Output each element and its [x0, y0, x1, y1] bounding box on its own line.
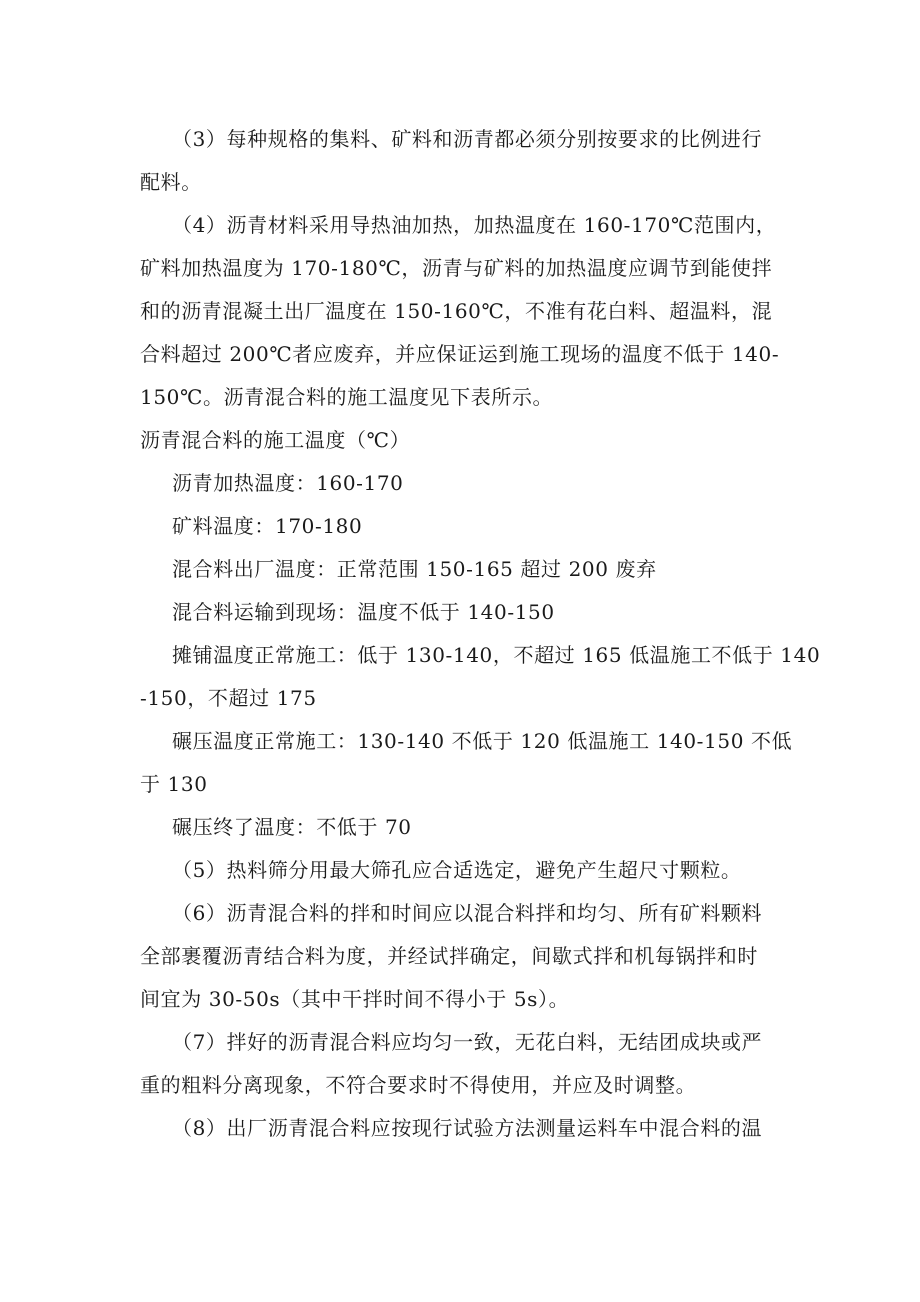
- temp-mixture-output: 混合料出厂温度：正常范围 150-165 超过 200 废弃: [172, 557, 657, 581]
- temp-paving-line-1: 摊铺温度正常施工：低于 130-140，不超过 165 低温施工不低于 140: [172, 643, 821, 667]
- temp-paving-line-2: -150，不超过 175: [140, 686, 317, 710]
- paragraph-4-line-5: 150℃。沥青混合料的施工温度见下表所示。: [140, 385, 554, 409]
- paragraph-7-line-1: （7）拌好的沥青混合料应均匀一致，无花白料，无结团成块或严: [172, 1030, 763, 1054]
- paragraph-6-line-1: （6）沥青混合料的拌和时间应以混合料拌和均匀、所有矿料颗料: [172, 901, 763, 925]
- paragraph-8-line-1: （8）出厂沥青混合料应按现行试验方法测量运料车中混合料的温: [172, 1116, 763, 1140]
- paragraph-4-line-3: 和的沥青混凝土出厂温度在 150-160℃，不准有花白料、超温料，混: [140, 299, 773, 323]
- temp-rolling-final: 碾压终了温度：不低于 70: [172, 815, 412, 839]
- temp-mixture-transport: 混合料运输到现场：温度不低于 140-150: [172, 600, 555, 624]
- paragraph-4-line-2: 矿料加热温度为 170-180℃，沥青与矿料的加热温度应调节到能使拌: [140, 256, 773, 280]
- temp-rolling-line-1: 碾压温度正常施工：130-140 不低于 120 低温施工 140-150 不低: [172, 729, 793, 753]
- paragraph-4-line-4: 合料超过 200℃者应废弃，并应保证运到施工现场的温度不低于 140-: [140, 342, 780, 366]
- paragraph-7-line-2: 重的粗料分离现象，不符合要求时不得使用，并应及时调整。: [140, 1073, 697, 1097]
- paragraph-6-line-3: 间宜为 30-50s（其中干拌时间不得小于 5s）。: [140, 987, 570, 1011]
- paragraph-4-line-1: （4）沥青材料采用导热油加热，加热温度在 160-170℃范围内，: [172, 213, 777, 237]
- paragraph-6-line-2: 全部裹覆沥青结合料为度，并经试拌确定，间歇式拌和机每锅拌和时: [140, 944, 758, 968]
- table-caption: 沥青混合料的施工温度（℃）: [140, 428, 411, 452]
- temp-asphalt-heating: 沥青加热温度：160-170: [172, 471, 404, 495]
- paragraph-3-line-1: （3）每种规格的集料、矿料和沥青都必须分别按要求的比例进行: [172, 127, 763, 151]
- temp-rolling-line-2: 于 130: [140, 772, 208, 796]
- paragraph-5: （5）热料筛分用最大筛孔应合适选定，避免产生超尺寸颗粒。: [172, 858, 742, 882]
- temp-mineral: 矿料温度：170-180: [172, 514, 363, 538]
- paragraph-3-line-2: 配料。: [140, 170, 202, 194]
